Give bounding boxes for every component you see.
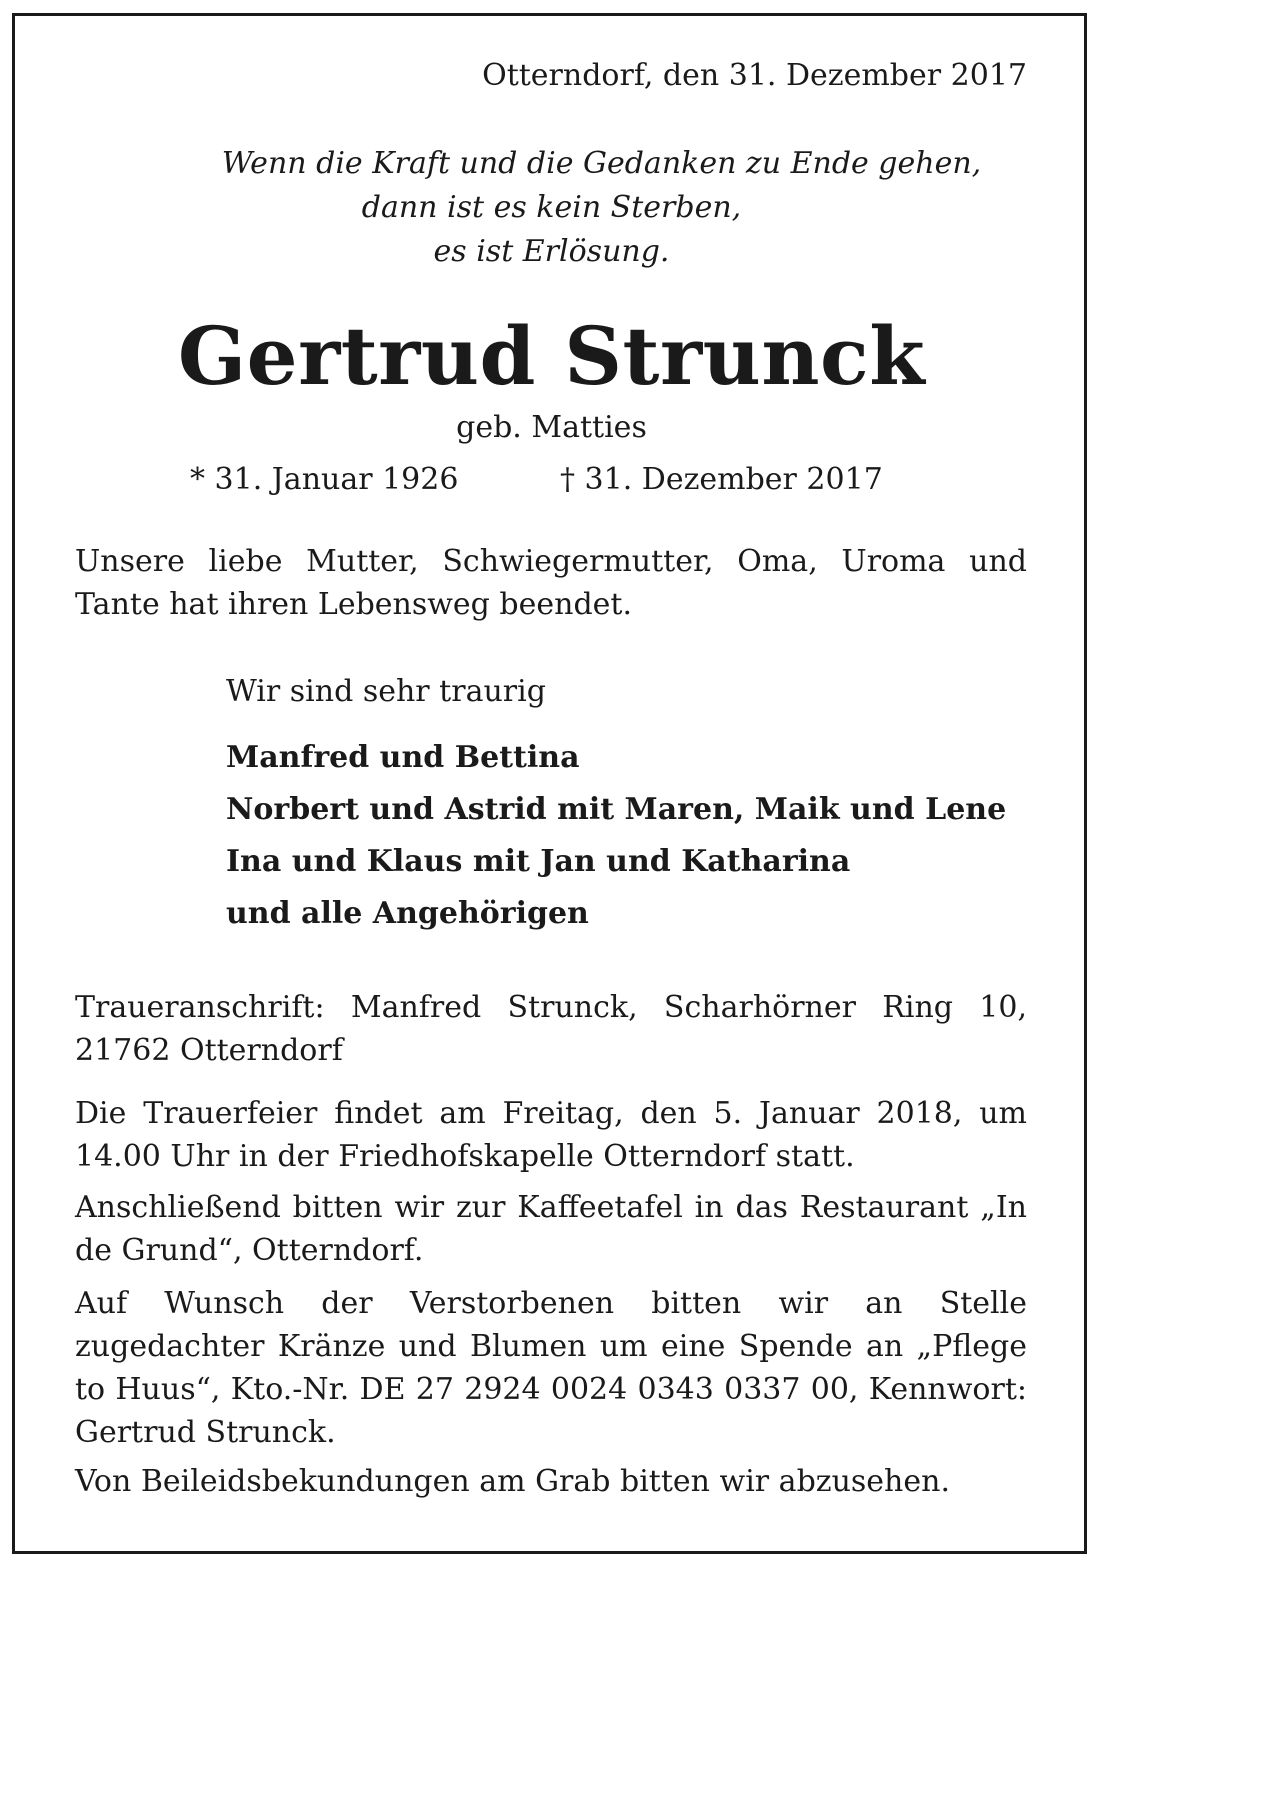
birth-date: * 31. Januar 1926 — [190, 462, 459, 497]
mourning-address: Traueranschrift: Manfred Strunck, Scharhörner Ring 10, 21762 Otterndorf — [75, 990, 1027, 1068]
death-date: † 31. Dezember 2017 — [560, 462, 883, 497]
memorial-verse — [0, 142, 1103, 274]
verse-line: dann ist es kein Sterben, — [361, 190, 742, 225]
funeral-service-notice: Die Trauerfeier findet am Freitag, den 5. Januar 2018, um 14.00 Uhr in der Friedhofskapelle Otterndorf statt. — [75, 1096, 1027, 1174]
mourner-line: Ina und Klaus mit Jan und Katharina — [226, 844, 851, 879]
deceased-name: Gertrud Strunck — [177, 309, 926, 403]
donation-notice: Auf Wunsch der Verstorbenen bitten wir an Stelle zugedachter Kränze und Blumen um eine Spende an „Pflege to Huus“, Kto.-Nr. DE 27 2924 0024 0343 0337 00, Kennwort: Gertrud Strunck. — [75, 1286, 1027, 1450]
mourner-line: Manfred und Bettina — [226, 740, 580, 775]
mourners-block — [226, 670, 1046, 940]
reception-notice: Anschließend bitten wir zur Kaffeetafel in das Restaurant „In de Grund“, Otterndorf. — [75, 1190, 1027, 1268]
condolence-notice: Von Beileidsbekundungen am Grab bitten wir abzusehen. — [75, 1464, 950, 1499]
mourner-line: und alle Angehörigen — [226, 896, 589, 931]
mourners-lead: Wir sind sehr traurig — [226, 674, 546, 709]
verse-line: es ist Erlösung. — [433, 234, 670, 269]
intro-text: Unsere liebe Mutter, Schwiegermutter, Oma, Uroma und Tante hat ihren Lebensweg beendet. — [75, 544, 1027, 622]
mourner-line: Norbert und Astrid mit Maren, Maik und Lene — [226, 792, 1007, 827]
place-date: Otterndorf, den 31. Dezember 2017 — [482, 58, 1027, 93]
verse-line: Wenn die Kraft und die Gedanken zu Ende gehen, — [221, 146, 982, 181]
maiden-name: geb. Matties — [456, 410, 647, 445]
